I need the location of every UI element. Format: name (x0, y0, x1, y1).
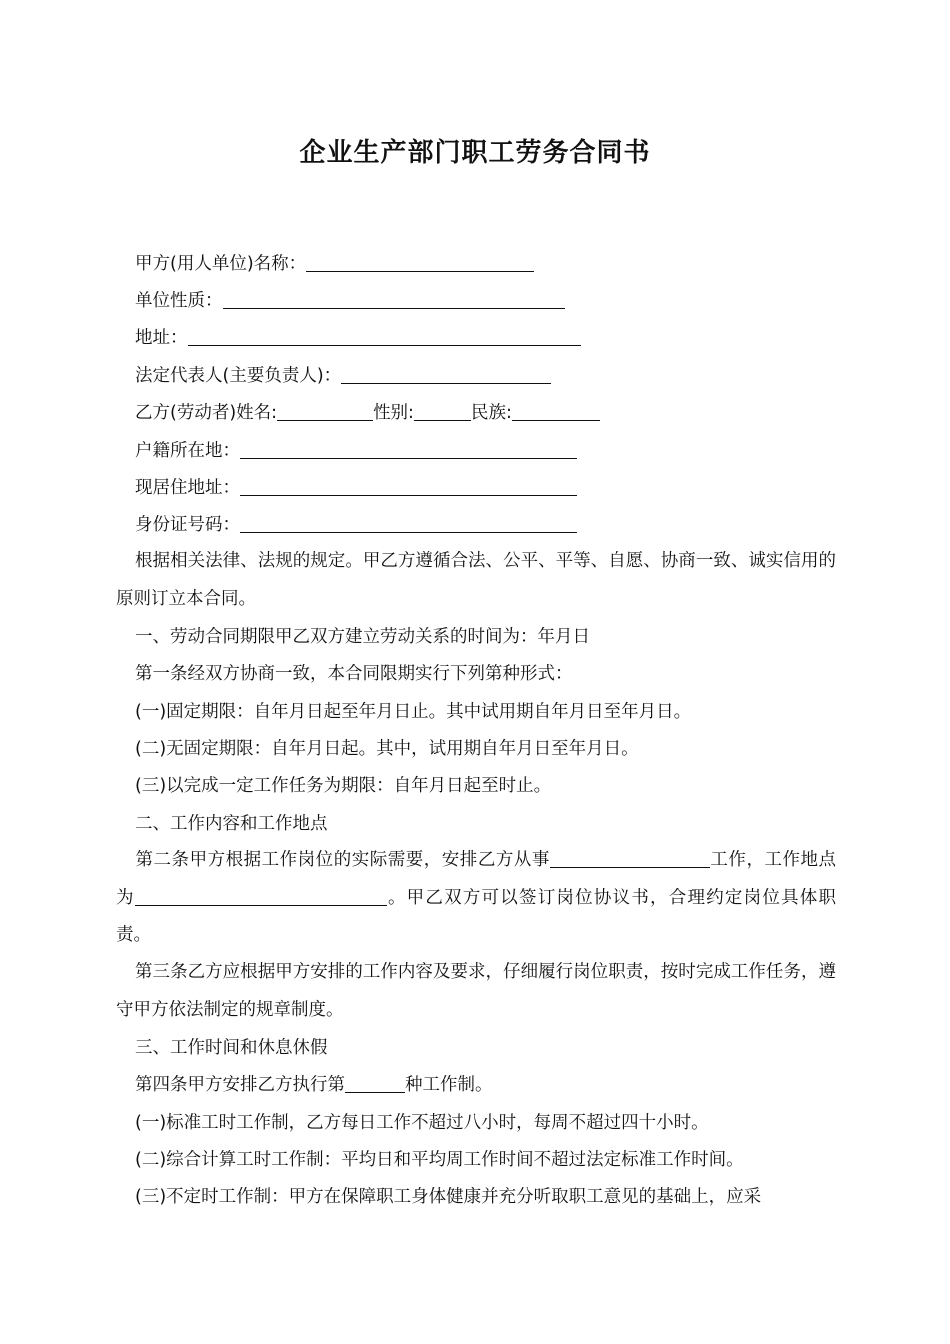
unit-nature-line (135, 289, 565, 313)
article-4-item-a: (一)标准工时工作制，乙方每日工作不超过八小时，每周不超过四十小时。 (135, 1113, 709, 1133)
job-type-blank[interactable] (550, 849, 710, 868)
article-2-paragraph (116, 842, 836, 955)
id-number-line (135, 513, 577, 537)
article-4-line (135, 1073, 493, 1097)
gender-label: 性别: (373, 403, 414, 423)
legal-rep-blank[interactable] (341, 365, 551, 384)
section-2-heading: 二、工作内容和工作地点 (135, 814, 328, 834)
unit-nature-label: 单位性质： (135, 291, 223, 311)
current-address-label: 现居住地址： (135, 478, 240, 498)
address-line (135, 326, 581, 350)
article-4-text-2: 种工作制。 (405, 1075, 493, 1095)
preamble-text: 根据相关法律、法规的规定。甲乙方遵循合法、公平、平等、自愿、协商一致、诚实信用的原则订立本合同。 (116, 551, 836, 609)
gender-blank[interactable] (414, 402, 471, 421)
article-4-item-c: (三)不定时工作制：甲方在保障职工身体健康并充分听取职工意见的基础上，应采 (135, 1187, 762, 1207)
id-number-label: 身份证号码： (135, 515, 240, 535)
party-b-line (135, 401, 600, 425)
article-2-text-3: 。甲乙双方可以签订岗位协议书，合理约定岗位具体职责。 (116, 887, 837, 945)
article-1: 第一条经双方协商一致，本合同限期实行下列第种形式： (135, 664, 573, 684)
household-reg-blank[interactable] (240, 440, 577, 459)
article-1-item-c: (三)以完成一定工作任务为期限：自年月日起至时止。 (135, 776, 552, 796)
id-number-blank[interactable] (240, 514, 577, 533)
current-address-line (135, 476, 577, 500)
article-1-item-a: (一)固定期限：自年月日起至年月日止。其中试用期自年月日至年月日。 (135, 702, 692, 722)
document-title: 企业生产部门职工劳务合同书 (299, 138, 651, 168)
ethnicity-label: 民族: (470, 403, 512, 423)
work-location-blank[interactable] (135, 887, 387, 906)
address-blank[interactable] (188, 327, 581, 346)
household-reg-line (135, 439, 577, 463)
address-label: 地址： (135, 328, 188, 348)
article-4-item-b: (二)综合计算工时工作制：平均日和平均周工作时间不超过法定标准工作时间。 (135, 1150, 744, 1170)
current-address-blank[interactable] (240, 477, 577, 496)
work-system-blank[interactable] (345, 1074, 405, 1093)
household-reg-label: 户籍所在地： (135, 441, 240, 461)
preamble-paragraph (116, 543, 836, 618)
party-b-name-label: 乙方(劳动者)姓名: (135, 403, 278, 423)
article-4-text-1: 第四条甲方安排乙方执行第 (135, 1075, 345, 1095)
legal-rep-label: 法定代表人(主要负责人)： (135, 366, 342, 386)
ethnicity-blank[interactable] (512, 402, 600, 421)
article-2-text-1: 第二条甲方根据工作岗位的实际需要，安排乙方从事 (135, 850, 550, 870)
party-a-name-label: 甲方(用人单位)名称： (135, 254, 307, 274)
article-2-text-2: 工作，工作地点为 (116, 850, 837, 908)
unit-nature-blank[interactable] (223, 290, 565, 309)
section-1-heading: 一、劳动合同期限甲乙双方建立劳动关系的时间为：年月日 (135, 627, 590, 647)
party-b-name-blank[interactable] (277, 402, 373, 421)
article-3-text: 第三条乙方应根据甲方安排的工作内容及要求，仔细履行岗位职责，按时完成工作任务，遵守甲方依法制定的规章制度。 (116, 962, 836, 1020)
party-a-name-blank[interactable] (306, 253, 534, 272)
section-3-heading: 三、工作时间和休息休假 (135, 1038, 328, 1058)
article-3-paragraph (116, 954, 836, 1029)
article-1-item-b: (二)无固定期限：自年月日起。其中，试用期自年月日至年月日。 (135, 739, 639, 759)
legal-rep-line (135, 364, 551, 388)
party-a-name-line (135, 252, 534, 276)
